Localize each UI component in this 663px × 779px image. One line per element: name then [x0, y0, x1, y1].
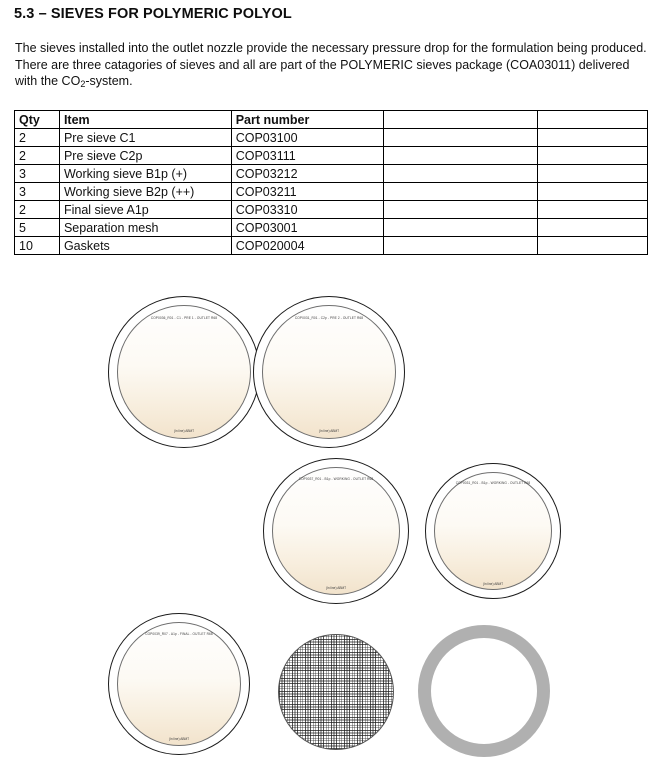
cell-part: COP020004 [231, 237, 383, 255]
sieve-mesh-disc [117, 305, 251, 439]
table-row [15, 147, 648, 165]
cell-part: COP03001 [231, 219, 383, 237]
sieve-mesh-disc [262, 305, 396, 439]
sieve-top-label: COP0037_R01 - B1p - WORKING - OUTLET R68 [298, 477, 374, 481]
sieve-bottom-label: (In line) ABMT [173, 429, 195, 433]
cell-part: COP03100 [231, 129, 383, 147]
figure-separation-mesh [278, 634, 394, 750]
col-header-item: Item [59, 111, 231, 129]
sieve-bottom-label: (In line) ABMT [168, 737, 190, 741]
sieve-figures [0, 278, 663, 778]
cell-part: COP03310 [231, 201, 383, 219]
col-header-part: Part number [231, 111, 383, 129]
intro-subscript: 2 [80, 79, 86, 89]
sieve-bottom-label: (In line) ABMT [482, 582, 504, 586]
figure-final-sieve-a1p [108, 613, 250, 755]
cell-blank-1 [383, 219, 538, 237]
sieve-mesh-disc [434, 472, 552, 590]
cell-item: Gaskets [59, 237, 231, 255]
cell-qty: 2 [15, 201, 60, 219]
cell-blank-1 [383, 147, 538, 165]
cell-blank-1 [383, 183, 538, 201]
sieve-top-label: COP0039_R07 - A1p - FINAL - OUTLET R68 [145, 632, 213, 636]
cell-qty: 3 [15, 165, 60, 183]
figure-working-sieve-b1p [263, 458, 409, 604]
sieve-bottom-label: (In line) ABMT [325, 586, 347, 590]
intro-line-2: being produced. There are three catagories of sieves and all are part of the POLYMERIC sieves [15, 41, 647, 72]
cell-part: COP03211 [231, 183, 383, 201]
sieve-mesh-disc [117, 622, 241, 746]
col-header-qty: Qty [15, 111, 60, 129]
cell-item: Final sieve A1p [59, 201, 231, 219]
cell-part: COP03111 [231, 147, 383, 165]
cell-blank-2 [538, 183, 648, 201]
cell-qty: 3 [15, 183, 60, 201]
parts-table [14, 110, 648, 255]
figure-working-sieve-b2p [425, 463, 561, 599]
sieve-top-label: COP0036_R01 - C1 - PRE 1 - OUTLET R68 [150, 316, 218, 320]
col-header-blank-2 [538, 111, 648, 129]
table-row [15, 165, 648, 183]
sieve-bottom-label: (In line) ABMT [318, 429, 340, 433]
sieve-mesh-disc [272, 467, 400, 595]
intro-line-3b: -system. [85, 74, 133, 88]
page-title: 5.3 – SIEVES FOR POLYMERIC POLYOL [14, 6, 292, 22]
table-header-row [15, 111, 648, 129]
cell-blank-1 [383, 201, 538, 219]
cell-blank-2 [538, 219, 648, 237]
cell-qty: 2 [15, 129, 60, 147]
cell-item: Working sieve B2p (++) [59, 183, 231, 201]
cell-part: COP03212 [231, 165, 383, 183]
cell-item: Pre sieve C1 [59, 129, 231, 147]
table-row [15, 237, 648, 255]
cell-blank-2 [538, 165, 648, 183]
intro-paragraph [15, 40, 647, 91]
cell-item: Pre sieve C2p [59, 147, 231, 165]
cell-blank-1 [383, 237, 538, 255]
sieve-top-label: COP0031_R01 - C2p - PRE 2 - OUTLET R68 [294, 316, 364, 320]
cell-item: Working sieve B1p (+) [59, 165, 231, 183]
table-row [15, 201, 648, 219]
cell-qty: 2 [15, 147, 60, 165]
cell-blank-1 [383, 129, 538, 147]
cell-item: Separation mesh [59, 219, 231, 237]
cell-blank-2 [538, 237, 648, 255]
figure-gasket-ring [418, 625, 550, 757]
table-row [15, 219, 648, 237]
cell-blank-1 [383, 165, 538, 183]
figure-pre-sieve-c1 [108, 296, 260, 448]
cell-qty: 5 [15, 219, 60, 237]
table-row [15, 183, 648, 201]
table-row [15, 129, 648, 147]
cell-blank-2 [538, 147, 648, 165]
cell-blank-2 [538, 129, 648, 147]
figure-pre-sieve-c2p [253, 296, 405, 448]
col-header-blank-1 [383, 111, 538, 129]
sieve-top-label: COP0031_R01 - B1p - WORKING - OUTLET R68 [455, 481, 531, 485]
cell-qty: 10 [15, 237, 60, 255]
cell-blank-2 [538, 201, 648, 219]
intro-line-3a: package (COA03011) delivered with the CO [15, 57, 630, 88]
intro-line-1: The sieves installed into the outlet nozzle provide the necessary pressure drop for the formulation [15, 41, 554, 55]
